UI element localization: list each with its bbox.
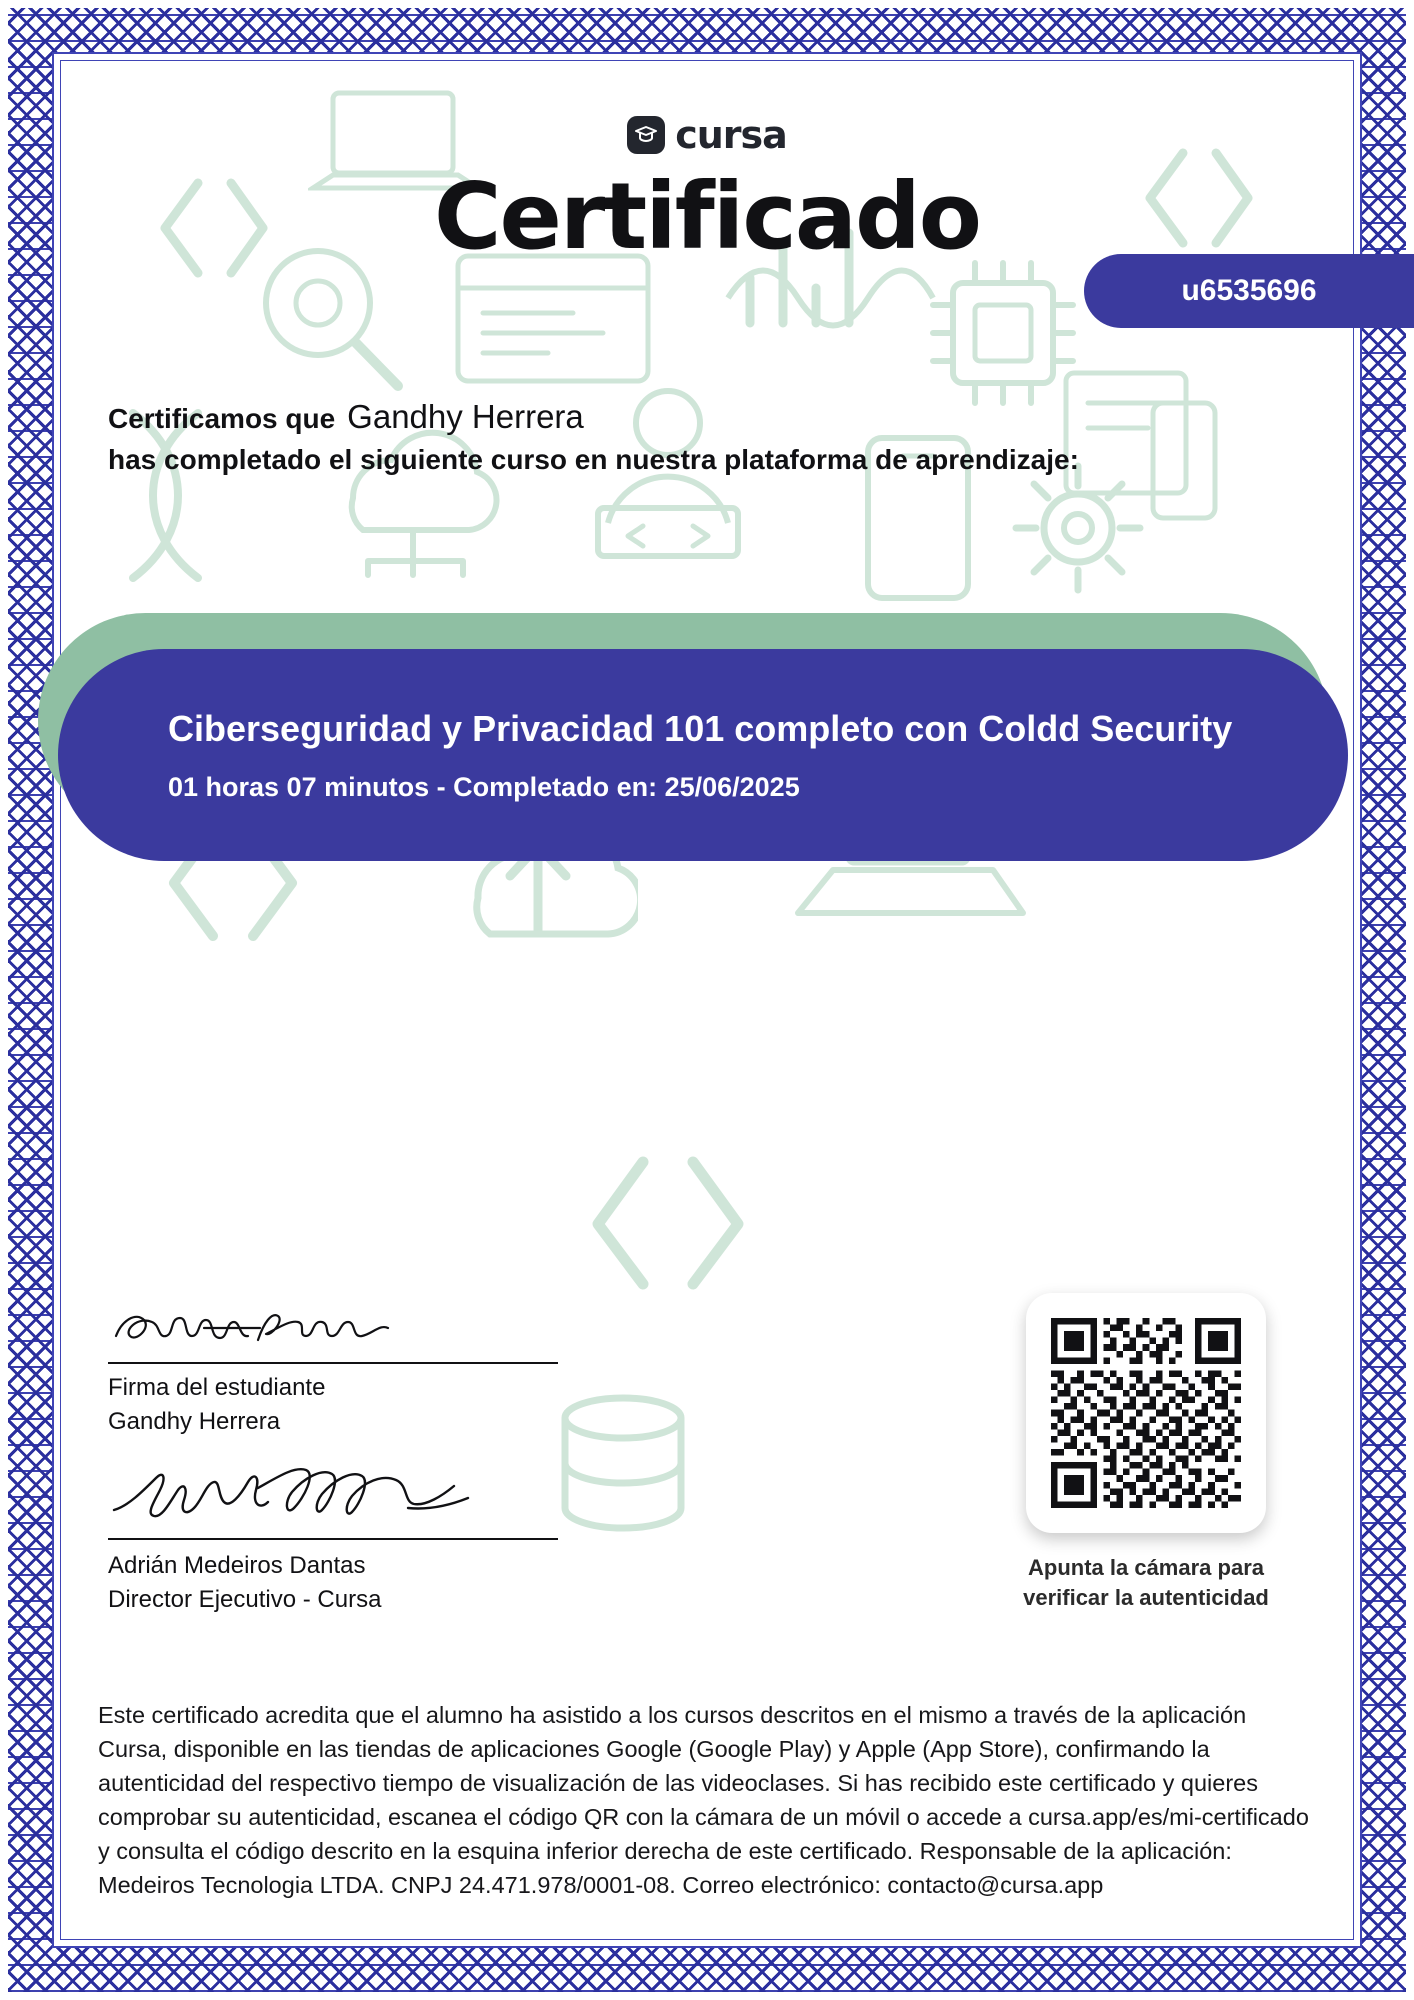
student-signature-name: Gandhy Herrera <box>108 1408 281 1436</box>
intro-prefix: Certificamos que <box>108 403 336 434</box>
student-name: Gandhy Herrera <box>347 398 584 435</box>
certificate-code-badge: u6535696 <box>1084 254 1414 328</box>
brand-logo <box>58 113 1356 157</box>
brand-logo-text: cursa <box>675 113 787 157</box>
course-banner <box>18 613 1366 873</box>
student-signature-role: Firma del estudiante <box>108 1374 326 1401</box>
intro-line-2: has completado el siguiente curso en nuestra plataforma de aprendizaje: <box>108 444 1079 475</box>
qr-code-icon[interactable] <box>1051 1318 1241 1508</box>
intro-block <box>108 398 1306 476</box>
signature-rule <box>108 1538 558 1540</box>
signature-rule <box>108 1362 558 1364</box>
qr-caption <box>976 1553 1316 1612</box>
course-banner-body <box>58 649 1348 861</box>
director-signature-name: Adrián Medeiros Dantas <box>108 1552 366 1579</box>
director-signature-block <box>108 1458 668 1617</box>
student-signature-icon <box>108 1298 408 1360</box>
director-signature-role: Director Ejecutivo - Cursa <box>108 1586 382 1614</box>
intro-line-1 <box>108 398 1306 436</box>
qr-code-card[interactable] <box>1026 1293 1266 1533</box>
certificate-content <box>58 58 1356 1942</box>
course-duration-date: 01 horas 07 minutos - Completado en: 25/06/2025 <box>168 772 800 803</box>
course-name: Ciberseguridad y Privacidad 101 completo con Coldd Security <box>168 707 1233 749</box>
footer-disclaimer: Este certificado acredita que el alumno ha asistido a los cursos descritos en el mismo a través de la aplicación Cursa, disponible en las tiendas de aplicaciones Google (Google Play) y Apple (App Store), confirmando la autenticidad del respectivo tiempo de visualización de las videoclases. Si has recibido este certificado y quieres comprobar su autenticidad, escanea el código QR con la cámara de un móvil o accede a cursa.app/es/mi-certificado y consulta el código descrito en la esquina inferior derecha de este certificado. Responsable de la aplicación: Medeiros Tecnologia LTDA. CNPJ 24.471.978/0001-08. Correo electrónico: contacto@cursa.app <box>98 1702 1309 1899</box>
director-signature-icon <box>108 1458 488 1536</box>
qr-caption-line-2: verificar la autenticidad <box>1023 1584 1269 1610</box>
graduation-cap-icon <box>627 116 665 154</box>
qr-caption-line-1: Apunta la cámara para <box>1028 1555 1264 1580</box>
student-signature-block <box>108 1298 668 1439</box>
page-title: Certificado <box>433 163 981 270</box>
